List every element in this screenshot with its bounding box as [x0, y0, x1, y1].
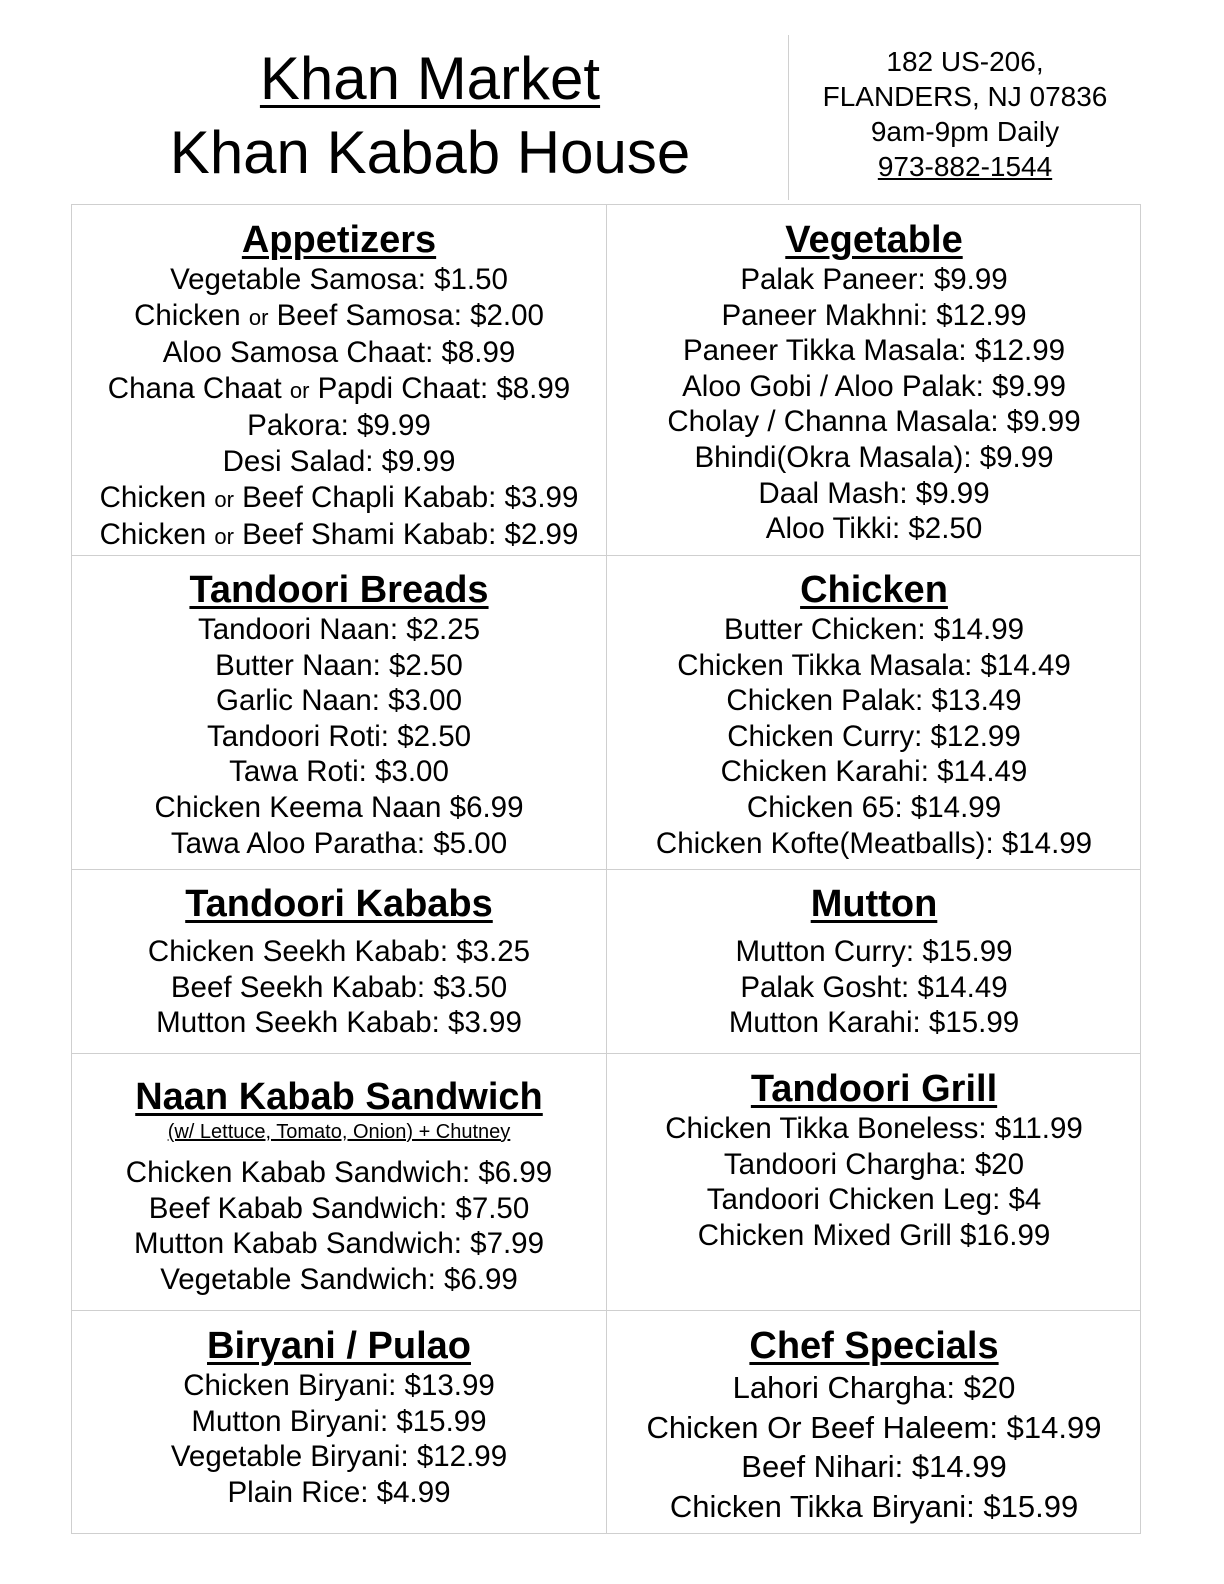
row-divider: [72, 555, 1140, 556]
menu-item: Garlic Naan: $3.00: [216, 684, 462, 718]
row-divider: [72, 869, 1140, 870]
section-subtitle: (w/ Lettuce, Tomato, Onion) + Chutney: [167, 1121, 511, 1143]
menu-item: Mutton Curry: $15.99: [735, 935, 1013, 968]
contact-info: [790, 44, 1140, 184]
section-title: Appetizers: [241, 219, 437, 261]
menu-item: Chicken Or Beef Haleem: $14.99: [646, 1409, 1102, 1445]
restaurant-name: Khan Kabab House: [169, 119, 691, 186]
tandoori-kababs-list: [72, 934, 606, 1041]
hours: 9am-9pm Daily: [870, 116, 1060, 147]
header-divider: [788, 35, 789, 200]
section-appetizers: [72, 218, 606, 555]
section-title: Chef Specials: [749, 1325, 999, 1367]
biryani-pulao-list: [72, 1368, 606, 1510]
menu-item: Aloo Gobi / Aloo Palak: $9.99: [682, 369, 1066, 403]
menu-item: Butter Naan: $2.50: [215, 648, 463, 682]
section-title: Vegetable: [785, 219, 963, 261]
market-name: Khan Market: [259, 45, 601, 112]
section-naan-kabab-sandwich: [72, 1075, 606, 1297]
menu-item: Aloo Tikki: $2.50: [765, 512, 983, 546]
menu-item: Lahori Chargha: $20: [732, 1370, 1016, 1405]
menu-item: Daal Mash: $9.99: [758, 476, 990, 510]
menu-item: Pakora: $9.99: [247, 409, 431, 443]
menu-item: Chicken or Beef Shami Kabab: $2.99: [99, 518, 579, 552]
menu-item: Bhindi(Okra Masala): $9.99: [694, 440, 1054, 474]
menu-item: Tawa Roti: $3.00: [229, 755, 449, 789]
naan-kabab-sandwich-list: [72, 1155, 606, 1297]
tandoori-breads-list: [72, 612, 606, 861]
menu-item: Chicken Mixed Grill $16.99: [697, 1218, 1051, 1252]
section-title: Tandoori Breads: [189, 569, 489, 611]
menu-item: Chicken Curry: $12.99: [727, 719, 1021, 753]
menu-item: Mutton Kabab Sandwich: $7.99: [133, 1227, 544, 1261]
mutton-list: [607, 934, 1141, 1041]
menu-item: Beef Kabab Sandwich: $7.50: [148, 1191, 530, 1225]
menu-item: Aloo Samosa Chaat: $8.99: [162, 336, 516, 370]
row-divider: [72, 1310, 1140, 1311]
menu-item: Tawa Aloo Paratha: $5.00: [170, 826, 508, 860]
menu-item: Chicken Keema Naan $6.99: [154, 790, 524, 824]
address-line-1: 182 US-206,: [886, 46, 1044, 77]
section-biryani-pulao: [72, 1324, 606, 1510]
menu-header: [0, 0, 1224, 205]
section-title: Mutton: [810, 883, 938, 925]
menu-item: Chicken or Beef Chapli Kabab: $3.99: [99, 480, 579, 514]
section-chicken: [607, 568, 1141, 861]
section-tandoori-kababs: [72, 882, 606, 1041]
menu-item: Chicken Tikka Biryani: $15.99: [669, 1488, 1079, 1524]
menu-item: Paneer Tikka Masala: $12.99: [682, 334, 1066, 368]
chicken-list: [607, 612, 1141, 861]
menu-item: Desi Salad: $9.99: [222, 444, 456, 478]
section-tandoori-grill: [607, 1067, 1141, 1253]
menu-item: Beef Nihari: $14.99: [741, 1449, 1007, 1484]
menu-item: Chicken or Beef Samosa: $2.00: [134, 298, 544, 332]
menu-item: Chicken Kofte(Meatballs): $14.99: [655, 826, 1093, 860]
menu-item: Butter Chicken: $14.99: [723, 613, 1025, 646]
menu-item: Vegetable Biryani: $12.99: [170, 1440, 508, 1474]
section-chef-specials: [607, 1324, 1141, 1526]
menu-item: Palak Gosht: $14.49: [740, 970, 1008, 1004]
menu-item: Tandoori Chargha: $20: [723, 1147, 1025, 1181]
menu-item: Chicken Seekh Kabab: $3.25: [147, 935, 531, 968]
menu-item: Chicken Karahi: $14.49: [720, 755, 1028, 789]
menu-item: Vegetable Sandwich: $6.99: [160, 1262, 518, 1296]
section-title: Tandoori Kababs: [185, 883, 493, 925]
menu-item: Cholay / Channa Masala: $9.99: [667, 405, 1081, 439]
menu-item: Chicken Tikka Masala: $14.49: [677, 648, 1071, 682]
menu-item: Plain Rice: $4.99: [227, 1475, 451, 1509]
section-title: Biryani / Pulao: [207, 1325, 471, 1367]
menu-item: Paneer Makhni: $12.99: [721, 298, 1027, 332]
address-line-2: FLANDERS, NJ 07836: [822, 81, 1108, 112]
menu-item: Chicken Tikka Boneless: $11.99: [665, 1112, 1083, 1145]
chef-specials-list: [607, 1368, 1141, 1526]
menu-item: Chicken Palak: $13.49: [726, 684, 1022, 718]
vegetable-list: [607, 262, 1141, 547]
section-title: Tandoori Grill: [750, 1068, 998, 1110]
menu-item: Mutton Biryani: $15.99: [191, 1404, 487, 1438]
menu-item: Tandoori Chicken Leg: $4: [706, 1183, 1042, 1217]
menu-item: Palak Paneer: $9.99: [740, 263, 1008, 296]
phone-number[interactable]: 973-882-1544: [877, 151, 1053, 182]
menu-item: Mutton Karahi: $15.99: [728, 1006, 1020, 1040]
menu-item: Vegetable Samosa: $1.50: [170, 263, 508, 296]
row-divider: [72, 1053, 1140, 1054]
title-block: [70, 42, 790, 190]
menu-grid: [71, 204, 1141, 1534]
appetizers-list: [72, 262, 606, 555]
section-mutton: [607, 882, 1141, 1041]
section-vegetable: [607, 218, 1141, 547]
menu-item: Tandoori Roti: $2.50: [206, 719, 472, 753]
tandoori-grill-list: [607, 1111, 1141, 1253]
menu-item: Chicken Kabab Sandwich: $6.99: [125, 1156, 553, 1189]
menu-item: Chana Chaat or Papdi Chaat: $8.99: [107, 371, 571, 405]
section-title: Naan Kabab Sandwich: [135, 1076, 543, 1118]
section-title: Chicken: [800, 569, 948, 611]
menu-item: Mutton Seekh Kabab: $3.99: [156, 1006, 522, 1040]
menu-item: Chicken Biryani: $13.99: [183, 1369, 495, 1402]
section-tandoori-breads: [72, 568, 606, 861]
menu-item: Beef Seekh Kabab: $3.50: [170, 970, 508, 1004]
menu-item: Chicken 65: $14.99: [746, 790, 1002, 824]
menu-item: Tandoori Naan: $2.25: [197, 613, 481, 646]
